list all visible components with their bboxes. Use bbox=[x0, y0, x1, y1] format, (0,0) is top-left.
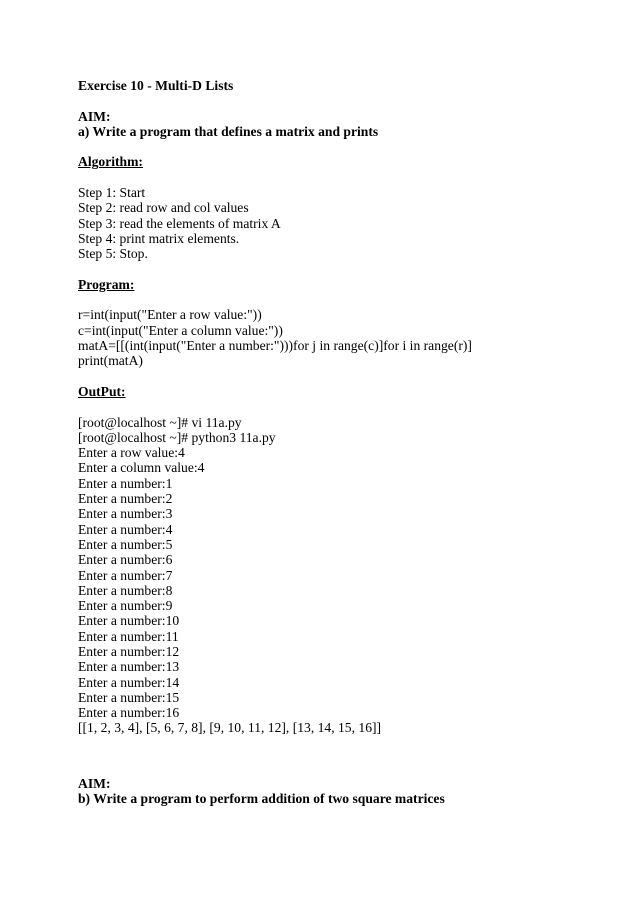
output-heading: OutPut: bbox=[78, 383, 126, 399]
program-output bbox=[78, 415, 618, 736]
output-line: Enter a number:5 bbox=[78, 536, 173, 552]
output-line: Enter a number:1 bbox=[78, 475, 173, 491]
code-line: r=int(input("Enter a row value:")) bbox=[78, 307, 262, 323]
output-line: Enter a number:9 bbox=[78, 598, 173, 614]
exercise-title: Exercise 10 - Multi-D Lists bbox=[78, 78, 234, 93]
algorithm-heading: Algorithm: bbox=[78, 154, 143, 170]
code-line: matA=[[(int(input("Enter a number:")))for j in range(c)]for i in range(r)] bbox=[78, 338, 472, 354]
program-heading: Program: bbox=[78, 276, 135, 292]
output-line: Enter a number:12 bbox=[78, 643, 180, 659]
output-line: Enter a number:8 bbox=[78, 582, 173, 598]
algorithm-steps bbox=[78, 185, 618, 261]
document-page bbox=[78, 78, 618, 807]
code-line: c=int(input("Enter a column value:")) bbox=[78, 322, 283, 338]
aim-b-text: b) Write a program to perform addition of two square matrices bbox=[78, 791, 445, 807]
output-line: Enter a number:3 bbox=[78, 506, 173, 522]
aim-a-label: AIM: bbox=[78, 108, 111, 124]
output-line: Enter a number:14 bbox=[78, 674, 180, 690]
algorithm-step: Step 3: read the elements of matrix A bbox=[78, 215, 281, 231]
output-line: Enter a number:4 bbox=[78, 521, 173, 537]
output-line: Enter a number:13 bbox=[78, 659, 180, 675]
algorithm-step: Step 1: Start bbox=[78, 185, 146, 201]
output-line: Enter a number:10 bbox=[78, 613, 180, 629]
output-line: [[1, 2, 3, 4], [5, 6, 7, 8], [9, 10, 11, 12], [13, 14, 15, 16]] bbox=[78, 720, 382, 736]
output-line: Enter a number:6 bbox=[78, 552, 173, 568]
output-line: [root@localhost ~]# python3 11a.py bbox=[78, 429, 276, 445]
algorithm-step: Step 4: print matrix elements. bbox=[78, 230, 240, 246]
output-line: Enter a number:16 bbox=[78, 705, 180, 721]
output-line: Enter a number:15 bbox=[78, 689, 180, 705]
output-line: Enter a column value:4 bbox=[78, 460, 205, 476]
output-line: [root@localhost ~]# vi 11a.py bbox=[78, 414, 242, 430]
output-line: Enter a number:7 bbox=[78, 567, 173, 583]
program-code bbox=[78, 307, 618, 368]
output-line: Enter a number:2 bbox=[78, 491, 173, 507]
algorithm-step: Step 2: read row and col values bbox=[78, 200, 249, 216]
output-line: Enter a row value:4 bbox=[78, 445, 185, 461]
code-line: print(matA) bbox=[78, 353, 143, 369]
output-line: Enter a number:11 bbox=[78, 628, 179, 644]
algorithm-step: Step 5: Stop. bbox=[78, 246, 148, 262]
aim-b-label: AIM: bbox=[78, 776, 111, 792]
aim-a-text: a) Write a program that defines a matrix and prints bbox=[78, 123, 379, 139]
